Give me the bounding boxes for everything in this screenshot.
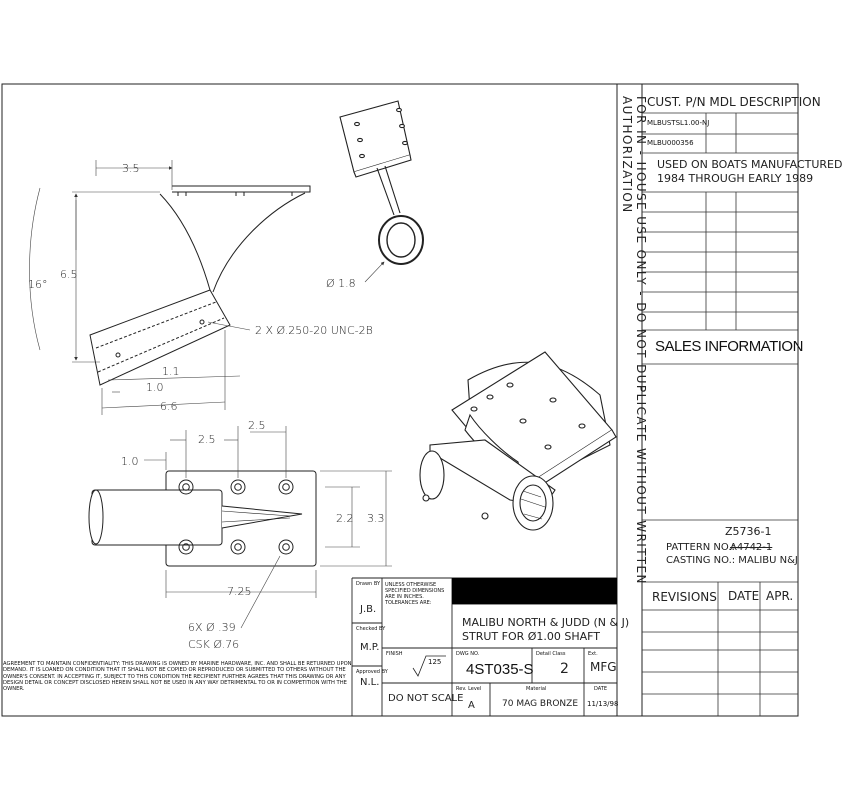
dim-6-5: 6.5	[60, 268, 78, 281]
dim-2-5-a: 2.5	[198, 433, 216, 446]
dim-csk: CSK Ø.76	[188, 638, 240, 651]
dim-1-0-side: 1.0	[146, 381, 164, 394]
drawing-title-1: MALIBU NORTH & JUDD (N & J)	[462, 616, 630, 629]
side-view-dim-lines	[30, 160, 251, 415]
do-not-scale: DO NOT SCALE	[388, 693, 464, 704]
approved-by-value: N.L.	[360, 677, 380, 688]
dim-6x-holes: 6X Ø .39	[188, 621, 236, 634]
ext-label: Ext.	[588, 651, 598, 657]
detail-class-label: Detail Class	[536, 651, 566, 657]
dim-ring-dia: Ø 1.8	[326, 277, 356, 290]
top-view	[89, 471, 316, 566]
dim-7-25: 7.25	[227, 585, 252, 598]
dwg-no: 4ST035-S	[466, 661, 534, 678]
pattern-value: A4742-1	[730, 542, 773, 553]
right-panel-grid	[642, 113, 798, 716]
dim-3-3: 3.3	[367, 512, 385, 525]
material-value: 70 MAG BRONZE	[502, 699, 579, 709]
drawn-by-value: J.B.	[360, 604, 377, 615]
ext-value: MFG	[590, 660, 617, 674]
pattern-label: PATTERN NO.:	[666, 542, 735, 553]
approved-header: APR.	[766, 589, 794, 603]
z-number: Z5736-1	[725, 525, 772, 538]
cust-pn-header: CUST. P/N MDL DESCRIPTION	[647, 95, 821, 109]
rev-level: A	[468, 700, 475, 711]
drawing-title-2: STRUT FOR Ø1.00 SHAFT	[462, 630, 601, 643]
finish-value: 125	[428, 658, 442, 666]
usage-note-2: 1984 THROUGH EARLY 1989	[657, 172, 814, 185]
dim-1-0-top: 1.0	[121, 455, 139, 468]
iso-view-ring-strut	[340, 101, 423, 264]
checked-by-label: Checked BY	[356, 626, 386, 632]
material-label: Material	[526, 686, 547, 692]
ring-dim-leader	[365, 262, 384, 282]
iso-view-strut	[420, 352, 616, 530]
dim-1-1: 1.1	[162, 365, 180, 378]
title-black-band	[452, 578, 617, 604]
date-label: DATE	[594, 686, 608, 692]
dim-16-deg: 16°	[28, 278, 48, 291]
dim-tapped-holes: 2 X Ø.250-20 UNC-2B	[255, 324, 373, 337]
strut-side-view	[90, 186, 310, 385]
usage-note-1: USED ON BOATS MANUFACTURED	[657, 158, 842, 171]
side-strip	[620, 96, 648, 696]
drawn-by-label: Drawn BY	[356, 581, 381, 587]
dim-6-6: 6.6	[160, 400, 178, 413]
rev-level-label: Rev. Level	[456, 686, 482, 692]
dim-3-5: 3.5	[122, 162, 140, 175]
sales-information-heading: SALES INFORMATION	[655, 338, 803, 355]
approved-by-label: Approved BY	[356, 669, 388, 675]
finish-label: FINISH	[386, 651, 403, 657]
dim-2-5-b: 2.5	[248, 419, 266, 432]
tolerance-note: UNLESS OTHERWISE SPECIFIED DIMENSIONS ARE IN INCHES. TOLERANCES ARE:	[385, 582, 445, 606]
casting-number: CASTING NO.: MALIBU N&J	[666, 555, 798, 566]
detail-class: 2	[560, 661, 569, 677]
part-number-2: MLBU000356	[647, 139, 694, 147]
revisions-header: REVISIONS	[652, 590, 717, 604]
confidentiality-side-text: FOR IN - HOUSE USE ONLY - DO NOT DUPLICATE WITHOUT WRITTEN AUTHORIZATION	[620, 96, 648, 585]
date-header: DATE	[728, 589, 760, 603]
date-value: 11/13/98	[587, 700, 619, 708]
checked-by-value: M.P.	[360, 642, 380, 653]
dim-2-2: 2.2	[336, 512, 354, 525]
confidentiality-agreement: AGREEMENT TO MAINTAIN CONFIDENTIALITY: THIS DRAWING IS OWNED BY MARINE HARDWARE, INC. AND SHALL BE RETURNED UPON DEMAND. IT IS LOANED ON CONDITION THAT IT SHALL NOT BE COPIED OR REPRODUCED OR SUBMITTED TO OTHERS WITHOUT THE OWNER'S CONSENT. IN ACCEPTING IT, SUBJECT TO THIS CONDITION THE RECIPIENT FURTHER AGREES THAT THIS DRAWING OR ANY DESIGN DETAIL OR CONCEPT DISCLOSED HEREIN SHALL NOT BE USED IN ANY WAY DETRIMENTAL TO OR IN COMPETITION WITH THE OWNER.	[3, 661, 352, 693]
part-number-1: MLBUSTSL1.00-NJ	[647, 119, 710, 127]
dwg-no-label: DWG NO.	[456, 651, 480, 657]
